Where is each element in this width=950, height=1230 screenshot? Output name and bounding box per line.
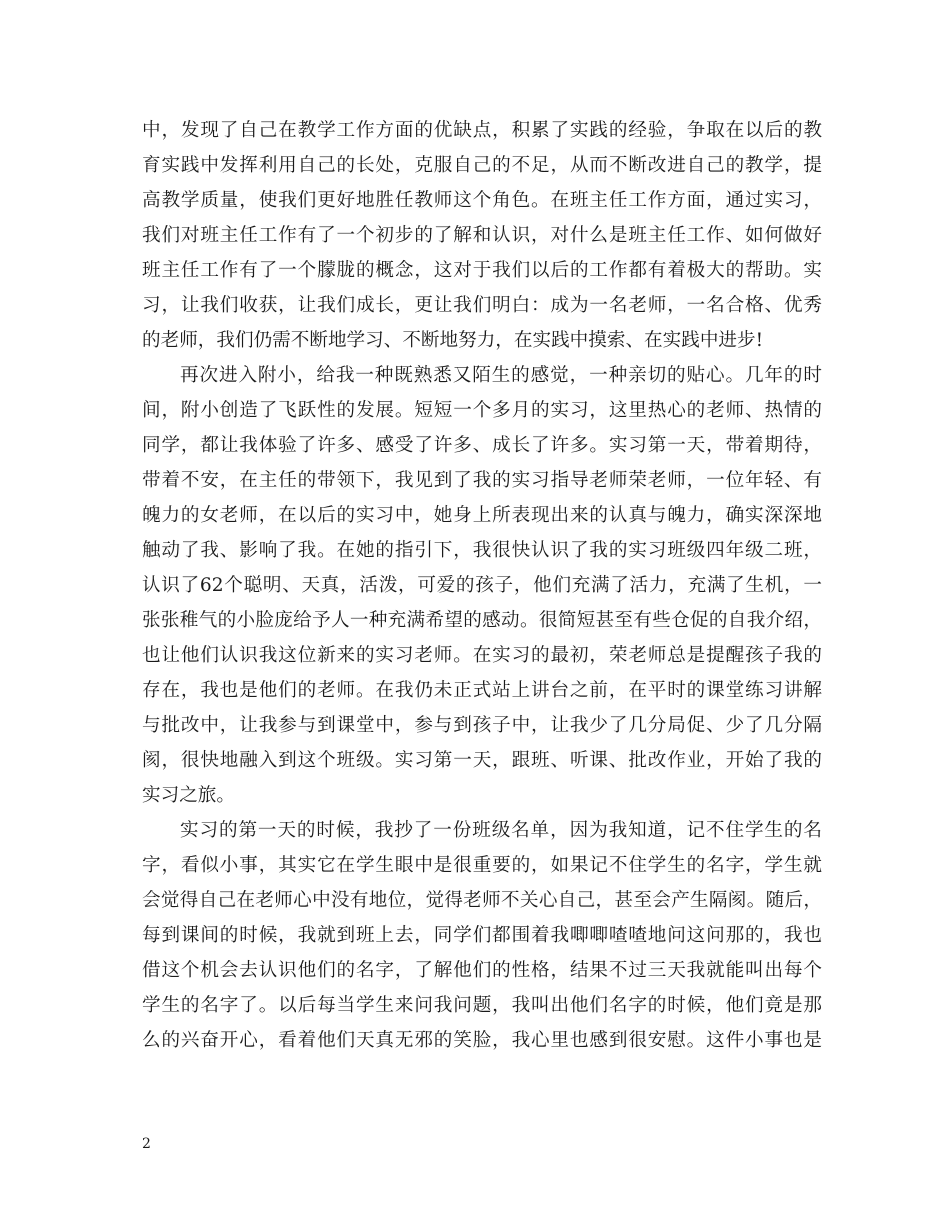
paragraph bbox=[142, 813, 822, 1058]
text-line: 中，发现了自己在教学工作方面的优缺点，积累了实践的经验，争取在以后的教 bbox=[142, 120, 822, 141]
text-line: 同学，都让我体验了许多、感受了许多、成长了许多。实习第一天，带着期待， bbox=[142, 435, 822, 456]
text-line: 学生的名字了。以后每当学生来问我问题，我叫出他们名字的时候，他们竟是那 bbox=[142, 995, 822, 1016]
text-line: 实习之旅。 bbox=[142, 785, 235, 806]
text-line: 么的兴奋开心，看着他们天真无邪的笑脸，我心里也感到很安慰。这件小事也是 bbox=[142, 1030, 822, 1051]
text-line: 魄力的女老师，在以后的实习中，她身上所表现出来的认真与魄力，确实深深地 bbox=[142, 505, 822, 526]
text-line: 的老师，我们仍需不断地学习、不断地努力，在实践中摸索、在实践中进步! bbox=[142, 330, 764, 351]
page-number: 2 bbox=[142, 1136, 151, 1152]
text-line: 每到课间的时候，我就到班上去，同学们都围着我唧唧喳喳地问这问那的，我也 bbox=[142, 925, 822, 946]
body-text bbox=[142, 113, 822, 1058]
text-line: 认识了62个聪明、天真，活泼，可爱的孩子，他们充满了活力，充满了生机，一 bbox=[142, 575, 822, 596]
text-line: 阂，很快地融入到这个班级。实习第一天，跟班、听课、批改作业，开始了我的 bbox=[142, 750, 822, 771]
text-line: 会觉得自己在老师心中没有地位，觉得老师不关心自己，甚至会产生隔阂。随后， bbox=[142, 890, 822, 911]
text-line: 育实践中发挥利用自己的长处，克服自己的不足，从而不断改进自己的教学，提 bbox=[142, 155, 822, 176]
text-line: 字，看似小事，其实它在学生眼中是很重要的，如果记不住学生的名字，学生就 bbox=[142, 855, 822, 876]
text-line: 班主任工作有了一个朦胧的概念，这对于我们以后的工作都有着极大的帮助。实 bbox=[142, 260, 822, 281]
text-line: 实习的第一天的时候，我抄了一份班级名单，因为我知道，记不住学生的名 bbox=[180, 820, 822, 841]
text-line: 高教学质量，使我们更好地胜任教师这个角色。在班主任工作方面，通过实习， bbox=[142, 190, 822, 211]
text-line: 与批改中，让我参与到课堂中，参与到孩子中，让我少了几分局促、少了几分隔 bbox=[142, 715, 822, 736]
text-line: 带着不安，在主任的带领下，我见到了我的实习指导老师荣老师，一位年轻、有 bbox=[142, 470, 822, 491]
text-line: 借这个机会去认识他们的名字，了解他们的性格，结果不过三天我就能叫出每个 bbox=[142, 960, 822, 981]
text-line: 我们对班主任工作有了一个初步的了解和认识，对什么是班主任工作、如何做好 bbox=[142, 225, 822, 246]
paragraph bbox=[142, 113, 822, 358]
text-line: 存在，我也是他们的老师。在我仍未正式站上讲台之前，在平时的课堂练习讲解 bbox=[142, 680, 822, 701]
text-line: 间，附小创造了飞跃性的发展。短短一个多月的实习，这里热心的老师、热情的 bbox=[142, 400, 822, 421]
text-line: 再次进入附小，给我一种既熟悉又陌生的感觉，一种亲切的贴心。几年的时 bbox=[180, 365, 822, 386]
text-line: 张张稚气的小脸庞给予人一种充满希望的感动。很简短甚至有些仓促的自我介绍， bbox=[142, 610, 822, 631]
paragraph bbox=[142, 358, 822, 813]
text-line: 习，让我们收获，让我们成长，更让我们明白：成为一名老师，一名合格、优秀 bbox=[142, 295, 822, 316]
text-line: 也让他们认识我这位新来的实习老师。在实习的最初，荣老师总是提醒孩子我的 bbox=[142, 645, 822, 666]
text-line: 触动了我、影响了我。在她的指引下，我很快认识了我的实习班级四年级二班， bbox=[142, 540, 822, 561]
